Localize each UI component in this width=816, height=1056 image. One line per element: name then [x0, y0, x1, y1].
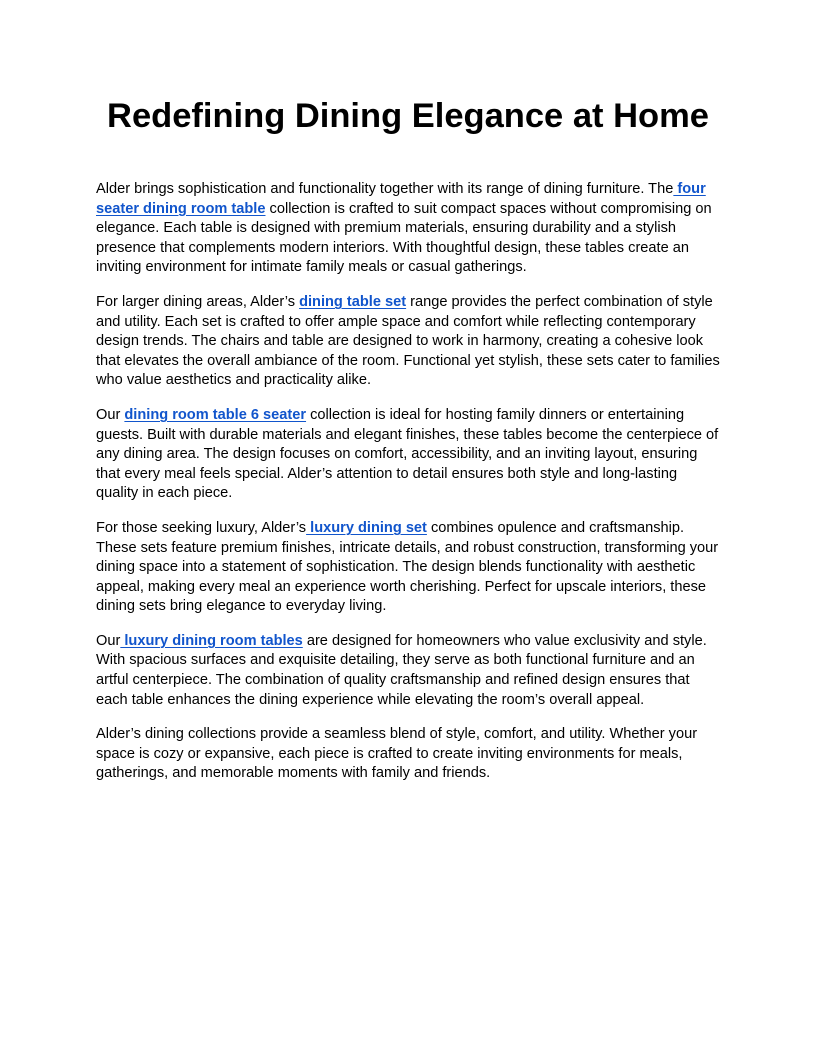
article-body: [96, 180, 720, 799]
paragraph-text: are designed for homeowners who value exclusivity and style. With spacious surfaces and exquisite detailing, they serve as both functional furniture and an artful centerpiece. The combination of quality craftsmanship and refined design ensures that each table enhances the dining experience while elevating the room’s overall appeal.: [96, 632, 707, 708]
paragraph-text: collection is crafted to suit compact spaces without compromising on elegance. Each table is designed with premium materials, ensuring durability and a stylish presence that complements modern interiors. With thoughtful design, these tables create an inviting environment for intimate family meals or casual gatherings.: [96, 200, 712, 276]
paragraph-text: Our: [96, 406, 125, 423]
page-title: Redefining Dining Elegance at Home: [107, 97, 709, 135]
link-four-seater-dining-room-table[interactable]: four seater dining room table: [96, 181, 706, 217]
link-dining-table-set[interactable]: dining table set: [299, 293, 407, 310]
paragraph-luxury-dining-set: [96, 519, 720, 617]
paragraph-text: For those seeking luxury, Alder’s: [96, 519, 307, 536]
paragraph-text: Alder brings sophistication and functionality together with its range of dining furniture. The: [96, 181, 674, 197]
paragraph-dining-table-set: [96, 293, 720, 391]
link-dining-room-table-6-seater[interactable]: dining room table 6 seater: [124, 406, 307, 423]
paragraph-conclusion: Alder’s dining collections provide a seamless blend of style, comfort, and utility. Whether your space is cozy or expansive, each piece is crafted to create inviting environments for meals, gatherings, and memorable moments with family and friends.: [96, 726, 698, 782]
paragraph-luxury-dining-room-tables: [96, 632, 720, 710]
paragraph-text: Our: [96, 632, 121, 649]
paragraph-text: collection is ideal for hosting family dinners or entertaining guests. Built with durable materials and elegant finishes, these tables become the centerpiece of any dining area. The design focuses on comfort, accessibility, and an inviting layout, ensuring that every meal feels special. Alder’s attention to detail ensures both style and long-lasting quality in each piece.: [96, 406, 719, 502]
paragraph-text: For larger dining areas, Alder’s: [96, 293, 300, 310]
link-luxury-dining-set[interactable]: luxury dining set: [306, 519, 427, 536]
link-luxury-dining-room-tables[interactable]: luxury dining room tables: [120, 632, 303, 649]
paragraph-text: combines opulence and craftsmanship. These sets feature premium finishes, intricate details, and robust construction, transforming your dining space into a statement of sophistication. The design blends functionality with aesthetic appeal, making every meal an experience worth cherishing. Perfect for upscale interiors, these dining sets bring elegance to everyday living.: [96, 519, 719, 615]
paragraph-text: range provides the perfect combination of style and utility. Each set is crafted to offer ample space and comfort while reflecting contemporary design trends. The chairs and table are designed to work in harmony, creating a cohesive look that elevates the overall ambiance of the room. Functional yet stylish, these sets cater to families who value aesthetics and practicality alike.: [96, 293, 720, 389]
paragraph-six-seater: [96, 406, 720, 504]
paragraph-four-seater: [96, 180, 720, 278]
